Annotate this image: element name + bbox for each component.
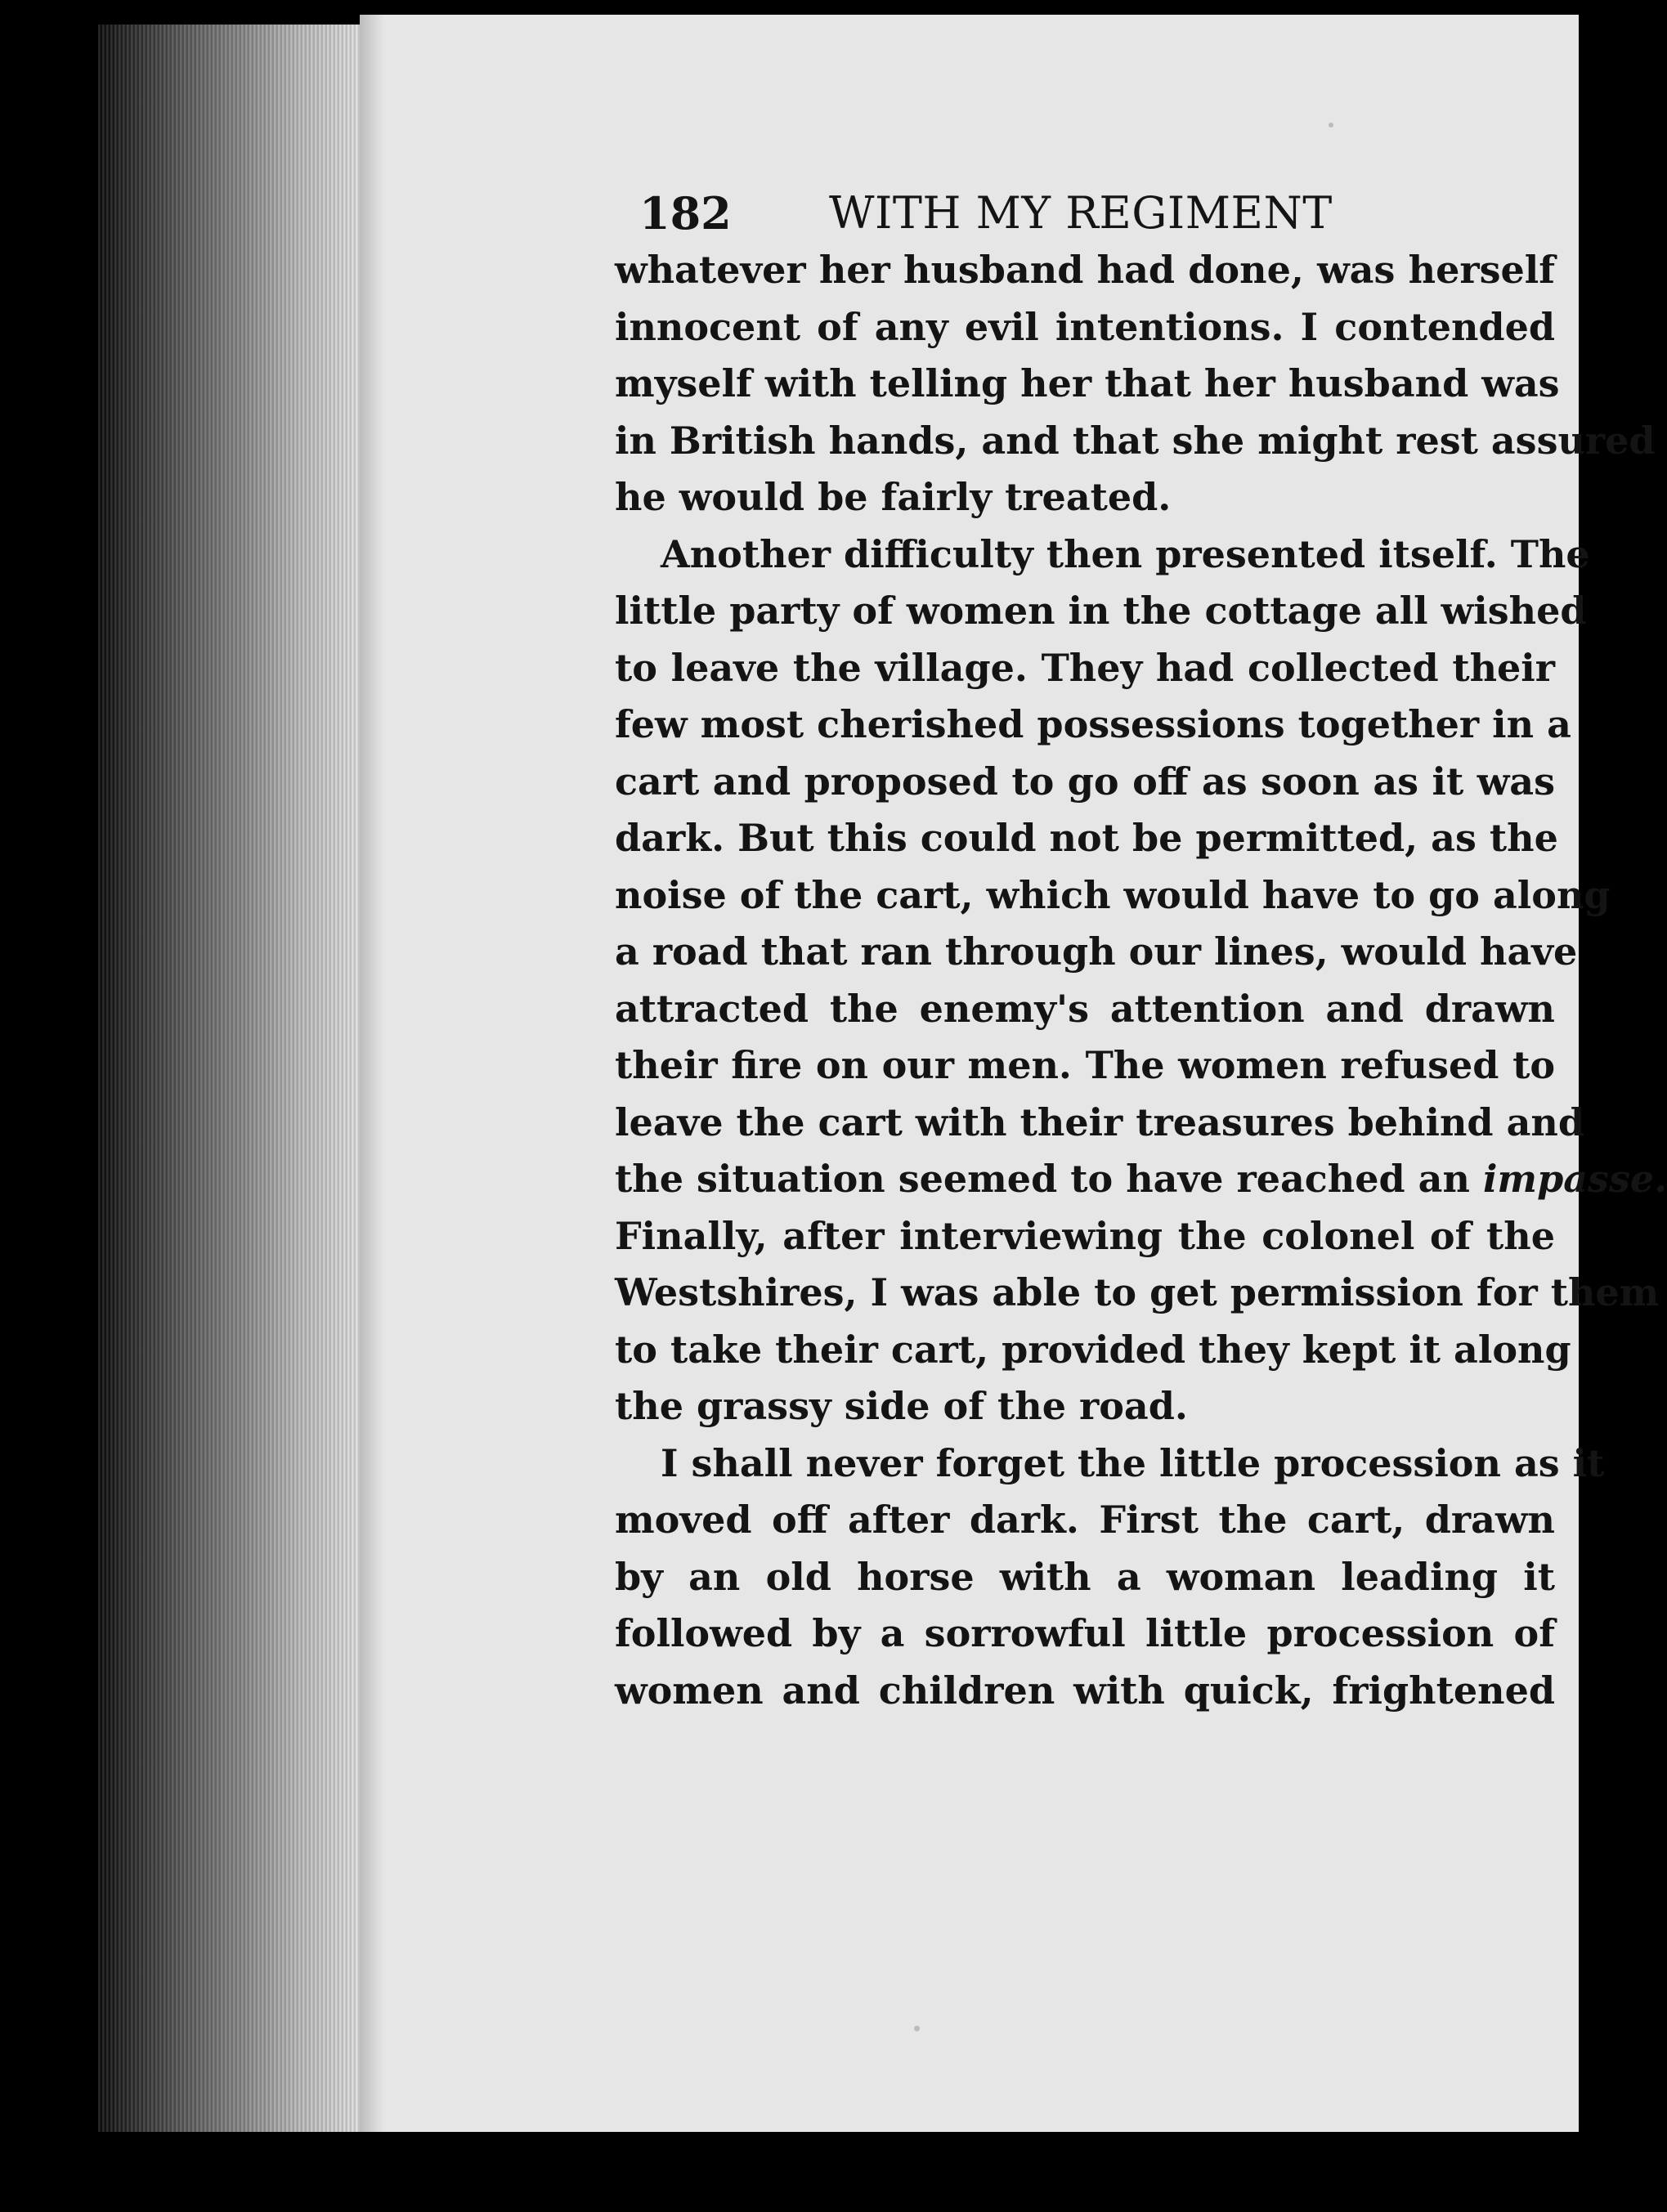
text-line: in British hands, and that she might rest assured [615, 418, 1656, 463]
text-line: dark. But this could not be permitted, as the [615, 816, 1558, 860]
text-line: myself with telling her that her husband was [615, 361, 1560, 405]
text-line: by an old horse with a woman leading it [615, 1554, 1555, 1599]
text-line-with-italic [615, 1151, 1667, 1208]
text-line: moved off after dark. First the cart, drawn [615, 1498, 1555, 1542]
paragraph-1 [615, 242, 1656, 526]
text-line: he would be fairly treated. [615, 475, 1172, 519]
page-number: 182 [639, 187, 732, 240]
running-head [639, 185, 1555, 242]
dust-speck [1329, 123, 1333, 128]
text-line: Finally, after interviewing the colonel of the [615, 1213, 1555, 1258]
text-line: Another difficulty then presented itself. The [661, 531, 1590, 576]
text-segment: the situation seemed to have reached an [615, 1157, 1470, 1201]
text-line: to take their cart, provided they kept it along [615, 1327, 1571, 1372]
text-line: a road that ran through our lines, would have [615, 929, 1578, 974]
text-line: few most cherished possessions together in a [615, 702, 1571, 746]
text-line: little party of women in the cottage all wished [615, 589, 1587, 633]
scan-border [0, 2132, 1579, 2212]
page-text [615, 185, 1667, 1719]
text-line: innocent of any evil intentions. I contended [615, 304, 1555, 349]
text-line: cart and proposed to go off as soon as it was [615, 759, 1555, 804]
paragraph-2 [615, 526, 1667, 1435]
paragraph-3 [615, 1435, 1605, 1720]
text-line: the grassy side of the road. [615, 1384, 1188, 1428]
text-line: leave the cart with their treasures behind and [615, 1099, 1585, 1144]
text-line: noise of the cart, which would have to go along [615, 872, 1611, 917]
dust-speck [914, 2026, 920, 2031]
text-line: women and children with quick, frightened [615, 1668, 1555, 1713]
text-line: attracted the enemy's attention and drawn [615, 986, 1555, 1031]
text-line: whatever her husband had done, was herself [615, 248, 1555, 292]
text-line: followed by a sorrowful little procession of [615, 1611, 1555, 1655]
italic-word: impasse. [1482, 1157, 1667, 1201]
book-gutter-edge [98, 25, 368, 2150]
running-title: WITH MY REGIMENT [829, 187, 1333, 239]
text-line: Westshires, I was able to get permission for them [615, 1270, 1660, 1314]
text-line: I shall never forget the little procession as it [661, 1440, 1605, 1485]
page-fold-shadow [360, 15, 384, 2132]
text-line: their fire on our men. The women refused to [615, 1043, 1555, 1087]
text-line: to leave the village. They had collected their [615, 645, 1555, 690]
